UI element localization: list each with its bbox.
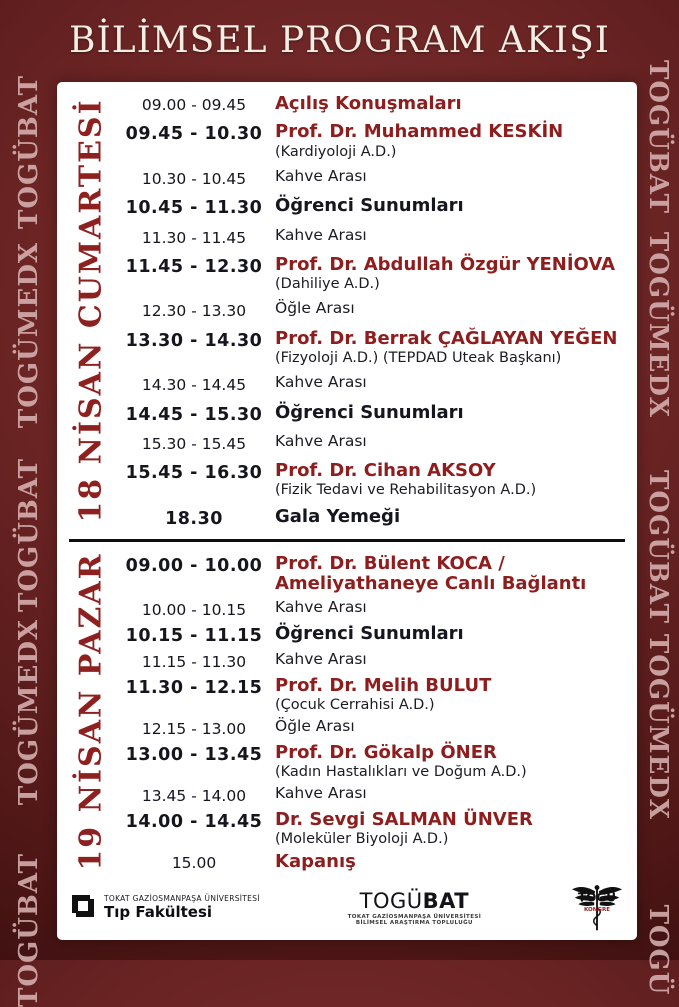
event xyxy=(263,785,631,802)
schedule-row xyxy=(125,718,631,738)
banner-word: TOGÜBAT xyxy=(643,60,673,214)
university-bracket-icon xyxy=(69,892,97,924)
time-range: 10.45 - 11.30 xyxy=(125,198,263,219)
schedule-row xyxy=(125,461,631,498)
event xyxy=(263,255,631,292)
banner-word: TOGÜBAT xyxy=(13,853,44,1007)
event xyxy=(263,743,631,780)
event xyxy=(263,651,631,668)
event-title: Kahve Arası xyxy=(275,431,367,450)
event xyxy=(263,810,631,847)
event-department: (Çocuk Cerrahisi A.D.) xyxy=(275,696,435,713)
event xyxy=(263,168,631,185)
event-title: Kahve Arası xyxy=(275,783,367,802)
event-department: (Dahiliye A.D.) xyxy=(275,276,380,293)
event-title: Öğle Arası xyxy=(275,299,355,318)
togubat-logo xyxy=(348,890,482,925)
time-range: 10.30 - 10.45 xyxy=(141,169,247,188)
schedule-row xyxy=(125,810,631,847)
schedule-row xyxy=(125,852,631,872)
schedule-row xyxy=(125,743,631,780)
event-title: Dr. Sevgi SALMAN ÜNVER xyxy=(275,808,533,830)
event-title: Öğrenci Sunumları xyxy=(275,195,464,217)
event xyxy=(263,599,631,616)
event-title: Kahve Arası xyxy=(275,649,367,668)
event-title: Kapanış xyxy=(275,850,356,872)
event-title: Kahve Arası xyxy=(275,598,367,617)
section-sunday xyxy=(57,542,637,882)
event xyxy=(263,227,631,244)
day-label-saturday: 18 NİSAN CUMARTESİ xyxy=(73,98,109,523)
faculty-name: Tıp Fakültesi xyxy=(104,903,213,922)
event xyxy=(263,676,631,713)
schedule-row xyxy=(125,507,631,529)
event xyxy=(263,433,631,450)
event xyxy=(263,329,631,366)
left-border-banner xyxy=(0,0,57,1007)
event xyxy=(263,300,631,317)
event xyxy=(263,196,631,216)
schedule-row xyxy=(125,676,631,713)
event-title: Öğrenci Sunumları xyxy=(275,401,464,423)
event-department: (Kardiyoloji A.D.) xyxy=(275,143,397,160)
schedule-row xyxy=(125,374,631,394)
event-title: Prof. Dr. Cihan AKSOY xyxy=(275,460,496,482)
event-title: Gala Yemeği xyxy=(275,505,401,527)
togubat-wordmark xyxy=(348,890,482,913)
event-title: Kahve Arası xyxy=(275,373,367,392)
banner-word: TOGÜMEDX xyxy=(13,618,44,806)
time-range: 15.00 xyxy=(171,853,217,872)
schedule-row xyxy=(125,599,631,619)
page-title: BİLİMSEL PROGRAM AKIŞI xyxy=(69,20,610,61)
event-title: Kahve Arası xyxy=(275,166,367,185)
program-panel xyxy=(57,82,637,940)
schedule-row xyxy=(125,255,631,292)
brand-light: TOGÜ xyxy=(359,889,423,914)
schedule-row xyxy=(125,624,631,646)
day-label-sunday: 19 NİSAN PAZAR xyxy=(73,552,109,872)
schedule-row xyxy=(125,329,631,366)
schedule-rows-saturday xyxy=(125,82,637,539)
section-saturday xyxy=(57,82,637,539)
banner-word: TOGÜMEDX xyxy=(13,241,44,429)
time-range: 13.00 - 13.45 xyxy=(125,744,263,765)
event xyxy=(263,554,631,594)
banner-word: TOGÜBAT xyxy=(643,470,673,624)
schedule-row xyxy=(125,300,631,320)
event-title: Açılış Konuşmaları xyxy=(275,93,462,114)
banner-word: TOGÜ xyxy=(643,904,673,996)
university-logo xyxy=(69,892,260,924)
schedule-row xyxy=(125,651,631,671)
kongre-sub: KONGRE xyxy=(583,906,611,913)
schedule-row xyxy=(125,168,631,188)
time-range: 09.00 - 10.00 xyxy=(125,555,263,576)
event-title: Prof. Dr. Abdullah Özgür YENİOVA xyxy=(275,253,615,275)
time-range: 11.45 - 12.30 xyxy=(125,256,263,277)
university-text xyxy=(104,894,260,922)
university-name: TOKAT GAZİOSMANPAŞA ÜNİVERSİTESİ xyxy=(104,893,260,903)
time-range: 14.30 - 14.45 xyxy=(141,376,247,395)
time-range: 14.00 - 14.45 xyxy=(125,811,263,832)
event-title: Kahve Arası xyxy=(275,225,367,244)
event xyxy=(263,624,631,644)
time-range: 10.00 - 10.15 xyxy=(141,601,247,620)
event-title: Öğle Arası xyxy=(275,716,355,735)
togu-kongre-logo xyxy=(569,882,625,934)
day-label-column xyxy=(57,82,125,539)
event-department: (Moleküler Biyoloji A.D.) xyxy=(275,830,449,847)
event-title: Prof. Dr. Bülent KOCA / xyxy=(275,552,505,574)
time-range: 10.15 - 11.15 xyxy=(125,625,263,646)
event xyxy=(263,403,631,423)
schedule-row xyxy=(125,433,631,453)
event-title: Prof. Dr. Muhammed KESKİN xyxy=(275,121,564,143)
event xyxy=(263,374,631,391)
right-border-banner xyxy=(637,0,679,996)
schedule-row xyxy=(125,227,631,247)
day-label-column xyxy=(57,542,125,882)
event xyxy=(263,461,631,498)
kongre-brand: TOGÜ xyxy=(577,890,617,905)
event-department: (Kadın Hastalıkları ve Doğum A.D.) xyxy=(275,763,527,780)
schedule-row xyxy=(125,122,631,159)
event xyxy=(263,122,631,159)
banner-word: TOGÜBAT xyxy=(13,458,44,612)
schedule-rows-sunday xyxy=(125,542,637,882)
schedule-row xyxy=(125,94,631,114)
time-range: 13.30 - 14.30 xyxy=(125,330,263,351)
event xyxy=(263,852,631,872)
event-department: (Fizyoloji A.D.) (TEPDAD Uteak Başkanı) xyxy=(275,349,562,366)
schedule-row xyxy=(125,554,631,594)
time-range: 09.00 - 09.45 xyxy=(141,96,247,114)
event xyxy=(263,718,631,735)
banner-word: TOGÜBAT xyxy=(13,75,44,229)
time-range: 13.45 - 14.00 xyxy=(141,786,247,805)
event-title-line2: Ameliyathaneye Canlı Bağlantı xyxy=(275,573,587,594)
event xyxy=(263,507,631,527)
event-department: (Fizik Tedavi ve Rehabilitasyon A.D.) xyxy=(275,482,537,499)
time-range: 12.15 - 13.00 xyxy=(141,719,247,738)
time-range: 11.15 - 11.30 xyxy=(141,652,247,671)
time-range: 11.30 - 11.45 xyxy=(141,228,247,247)
event-title: Prof. Dr. Berrak ÇAĞLAYAN YEĞEN xyxy=(275,327,618,349)
time-range: 15.45 - 16.30 xyxy=(125,463,263,484)
schedule-row xyxy=(125,785,631,805)
event xyxy=(263,94,631,114)
schedule-row xyxy=(125,196,631,218)
banner-word: TOGÜMEDX xyxy=(643,633,673,821)
time-range: 11.30 - 12.15 xyxy=(125,677,263,698)
banner-word: TOGÜMEDX xyxy=(643,231,673,419)
time-range: 14.45 - 15.30 xyxy=(125,404,263,425)
footer xyxy=(57,882,637,940)
time-range: 15.30 - 15.45 xyxy=(141,434,247,453)
time-range: 12.30 - 13.30 xyxy=(141,302,247,321)
brand-heavy: BAT xyxy=(422,889,470,914)
event-title: Prof. Dr. Gökalp ÖNER xyxy=(275,741,497,763)
time-range: 09.45 - 10.30 xyxy=(125,124,263,145)
time-range: 18.30 xyxy=(165,508,223,529)
event-title: Öğrenci Sunumları xyxy=(275,622,464,644)
togubat-sub-line2: BİLİMSEL ARAŞTIRMA TOPLULUĞU xyxy=(355,919,473,926)
schedule-row xyxy=(125,403,631,425)
event-title: Prof. Dr. Melih BULUT xyxy=(275,674,492,696)
togubat-sub-line1: TOKAT GAZİOSMANPAŞA ÜNİVERSİTESİ xyxy=(347,913,482,920)
